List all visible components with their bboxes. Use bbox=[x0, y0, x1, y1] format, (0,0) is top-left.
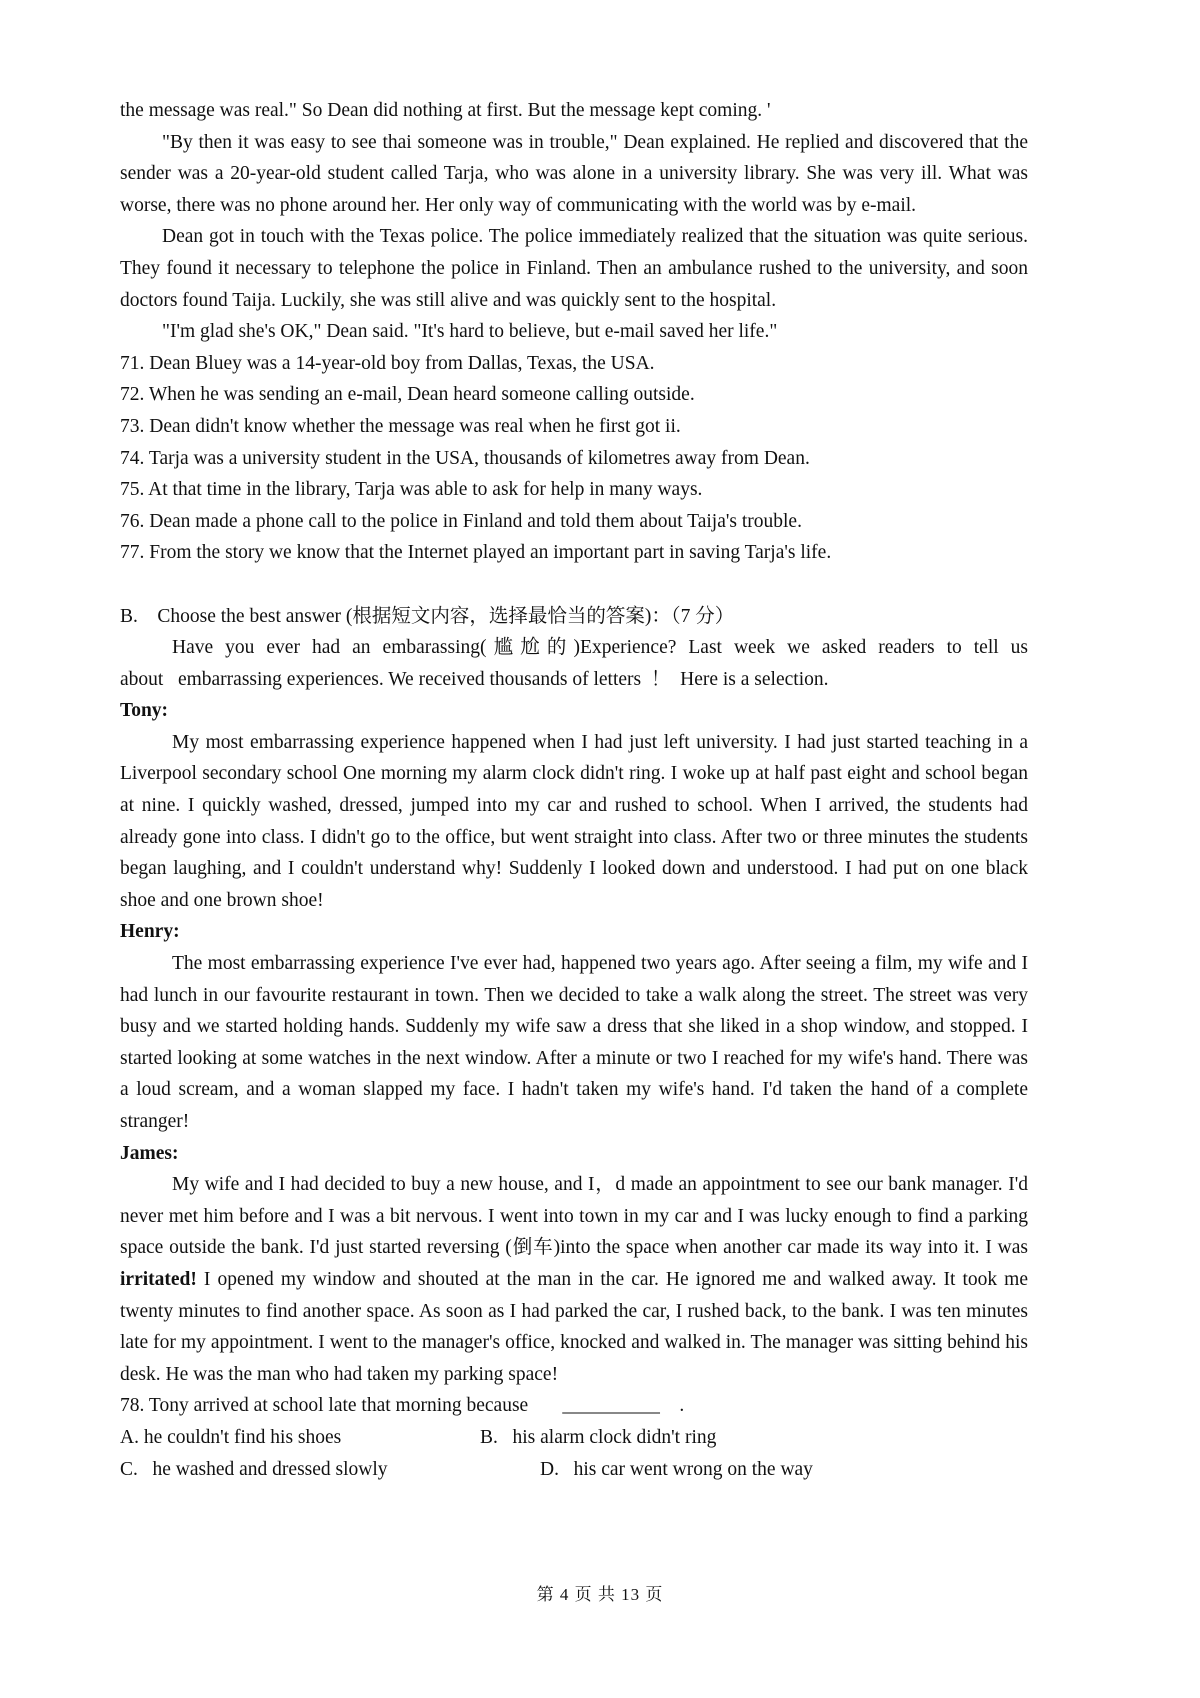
henry-story: The most embarrassing experience I've ever had, happened two years ago. After seeing a film, my wife and I had lunch in our favourite restaurant in town. Then we decided to take a walk along the street. The street was very busy and we started holding hands. Suddenly my wife saw a dress that she liked in a shop window, and stopped. I started looking at some watches in the next window. After a minute or two I reached for my wife's hand. There was a loud scream, and a woman slapped my face. I hadn't taken my wife's hand. I'd taken the hand of a complete stranger! bbox=[120, 953, 1028, 1132]
option-d: D. his car went wrong on the way bbox=[540, 1458, 813, 1480]
tony-story: My most embarrassing experience happened when I had just left university. I had just started teaching in a Liverpool secondary school One morning my alarm clock didn't ring. I woke up at half past eight and school began at nine. I quickly washed, dressed, jumped into my car and rushed to school. When I arrived, the students had already gone into class. I didn't go to the office, but went straight into class. After two or three minutes the students began laughing, and I couldn't understand why! Suddenly I looked down and understood. I had put on one black shoe and one brown shoe! bbox=[120, 731, 1028, 911]
james-emphasis: irritated! bbox=[120, 1268, 197, 1290]
statement-71: 71. Dean Bluey was a 14-year-old boy from Dallas, Texas, the USA. bbox=[120, 352, 655, 374]
passage-paragraph: "I'm glad she's OK," Dean said. "It's hard to believe, but e-mail saved her life." bbox=[162, 321, 778, 343]
section-b-heading: B. Choose the best answer (根据短文内容，选择最恰当的答案)：（7 分） bbox=[120, 605, 735, 627]
james-name: James: bbox=[120, 1142, 179, 1164]
statement-76: 76. Dean made a phone call to the police in Finland and told them about Taija's trouble. bbox=[120, 510, 802, 532]
option-a: A. he couldn't find his shoes bbox=[120, 1426, 342, 1448]
henry-name: Henry: bbox=[120, 921, 180, 943]
section-b-intro: Have you ever had an embarassing(尴尬的)Experience? Last week we asked readers to tell us about embarrassing experiences. We received thousands of letters ！ Here is a selection. bbox=[120, 637, 1028, 690]
statement-75: 75. At that time in the library, Tarja was able to ask for help in many ways. bbox=[120, 479, 703, 501]
page-footer: 第 4 页 共 13 页 bbox=[536, 1585, 664, 1604]
spacer bbox=[120, 569, 1028, 601]
tony-name: Tony: bbox=[120, 700, 169, 722]
document-page bbox=[120, 95, 1028, 1485]
statement-77: 77. From the story we know that the Internet played an important part in saving Tarja's life. bbox=[120, 542, 832, 564]
option-b: B. his alarm clock didn't ring bbox=[480, 1426, 717, 1448]
question-78-stem: 78. Tony arrived at school late that morning because __________ . bbox=[120, 1395, 685, 1417]
statement-74: 74. Tarja was a university student in the USA, thousands of kilometres away from Dean. bbox=[120, 447, 810, 469]
question-78-options-row-2 bbox=[120, 1454, 1028, 1486]
passage-line: the message was real." So Dean did nothing at first. But the message kept coming. ' bbox=[120, 100, 771, 121]
james-story-part-2: I opened my window and shouted at the man in the car. He ignored me and walked away. It took me twenty minutes to find another space. As soon as I had parked the car, I rushed back, to the bank. I was ten minutes late for my appointment. I went to the manager's office, knocked and walked in. The manager was sitting behind his desk. He was the man who had taken my parking space! bbox=[120, 1268, 1028, 1385]
statement-73: 73. Dean didn't know whether the message was real when he first got ii. bbox=[120, 415, 681, 437]
question-78-options-row-1 bbox=[120, 1422, 1028, 1454]
james-story bbox=[120, 1169, 1028, 1390]
james-story-part-1: My wife and I had decided to buy a new house, and I，d made an appointment to see our bank manager. I'd never met him before and I was a bit nervous. I went into town in my car and I was lucky enough to find a parking space outside the bank. I'd just started reversing (倒车)into the space when another car made its way into it. I was bbox=[120, 1174, 1028, 1259]
passage-paragraph: "By then it was easy to see thai someone was in trouble," Dean explained. He replied and discovered that the sender was a 20-year-old student called Tarja, who was alone in a university library. She was very ill. What was worse, there was no phone around her. Her only way of communicating with the world was by e-mail. bbox=[120, 131, 1028, 216]
passage-paragraph: Dean got in touch with the Texas police. The police immediately realized that the situation was quite serious. They found it necessary to telephone the police in Finland. Then an ambulance rushed to the university, and soon doctors found Taija. Luckily, she was still alive and was quickly sent to the hospital. bbox=[120, 226, 1028, 311]
statement-72: 72. When he was sending an e-mail, Dean heard someone calling outside. bbox=[120, 384, 695, 406]
option-c: C. he washed and dressed slowly bbox=[120, 1458, 388, 1480]
